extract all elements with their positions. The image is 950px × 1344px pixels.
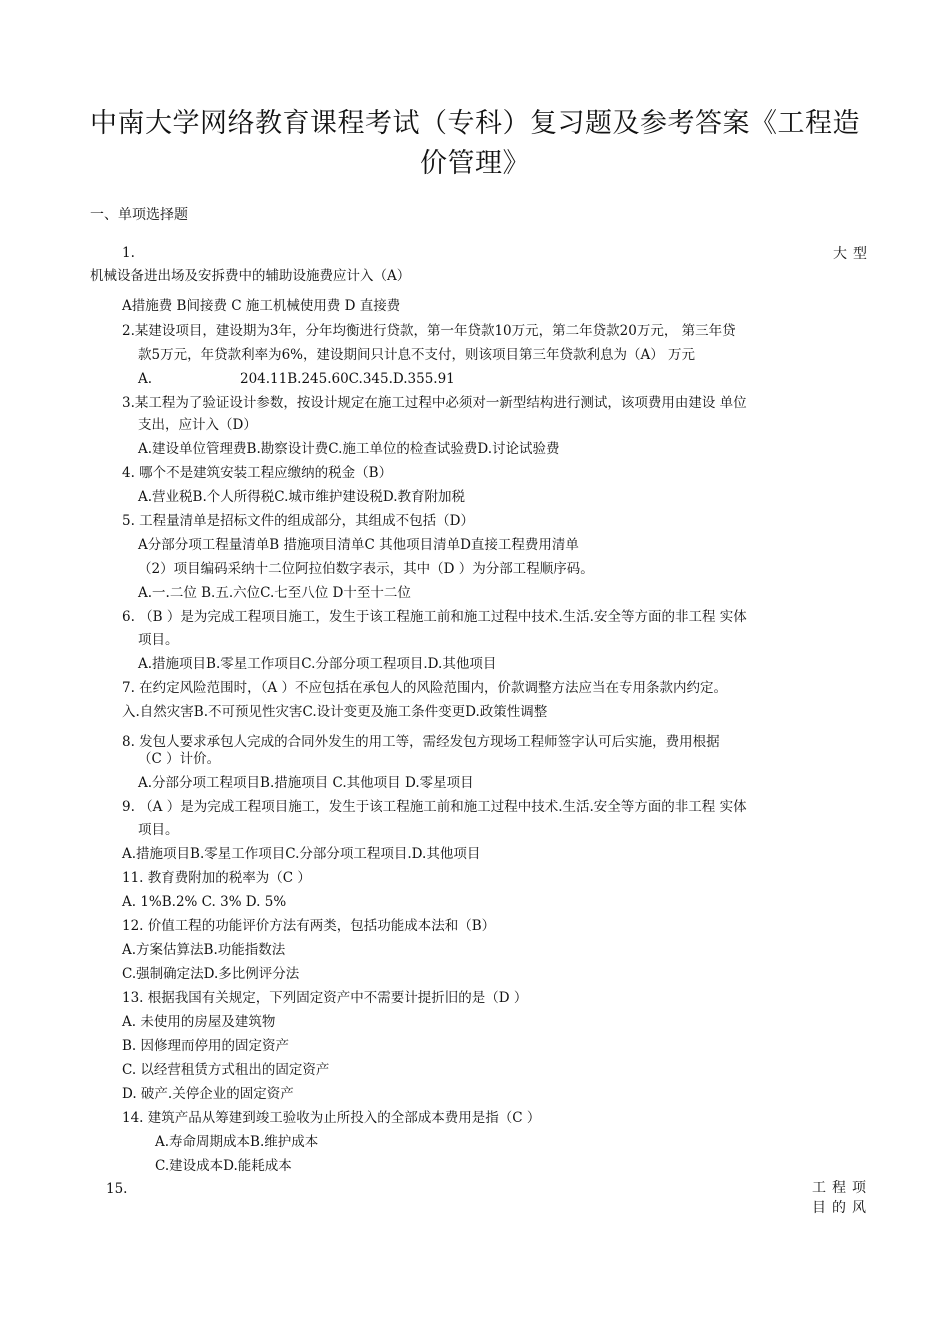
q3-text-line2: 支出，应计入（D）: [138, 417, 257, 433]
q15-text-right-line2: 目的风: [812, 1200, 872, 1216]
q13-option-b: B. 因修理而停用的固定资产: [122, 1038, 290, 1054]
q15-text-right-line1: 工程项: [812, 1180, 872, 1196]
q9-options: A.措施项目B.零星工作项目C.分部分项工程项目.D.其他项目: [122, 846, 481, 862]
q4-text: 4. 哪个不是建筑安装工程应缴纳的税金（B）: [122, 465, 393, 481]
q6-text-line1: 6. （B ）是为完成工程项目施工，发生于该工程施工前和施工过程中技术.生活.安全等方面的非工程 实体: [122, 609, 747, 625]
q9-text-line2: 项目。: [138, 822, 179, 838]
document-title: 中南大学网络教育课程考试（专科）复习题及参考答案《工程造价管理》: [90, 108, 860, 179]
q3-text-line1: 3.某工程为了验证设计参数，按设计规定在施工过程中必须对一新型结构进行测试，该项费用由建设 单位: [122, 395, 747, 411]
q6-options: A.措施项目B.零星工作项目C.分部分项工程项目.D.其他项目: [138, 656, 497, 672]
q2-text-line1: 2.某建设项目，建设期为3年，分年均衡进行贷款，第一年贷款10万元，第二年贷款20万元， 第三年贷: [122, 323, 736, 339]
q2-text-line2: 款5万元，年贷款利率为6%，建设期间只计息不支付，则该项目第三年贷款利息为（A） 万元: [138, 347, 696, 363]
q13-option-a: A. 未使用的房屋及建筑物: [122, 1014, 276, 1030]
q8-text-line1: 8. 发包人要求承包人完成的合同外发生的用工等，需经发包方现场工程师签字认可后实施，费用根据: [122, 734, 720, 750]
q13-text: 13. 根据我国有关规定，下列固定资产中不需要计提折旧的是（D ）: [122, 990, 528, 1006]
q7-options: 入.自然灾害B.不可预见性灾害C.设计变更及施工条件变更D.政策性调整: [122, 704, 548, 720]
q12-options-line1: A.方案估算法B.功能指数法: [122, 942, 286, 958]
q14-text: 14. 建筑产品从筹建到竣工验收为止所投入的全部成本费用是指（C ）: [122, 1110, 541, 1126]
q2-options: 204.11B.245.60C.345.D.355.91: [240, 371, 455, 387]
q1-number: 1.: [122, 245, 135, 261]
q11-text: 11. 教育费附加的税率为（C ）: [122, 870, 311, 886]
q12-options-line2: C.强制确定法D.多比例评分法: [122, 966, 300, 982]
q13-option-d: D. 破产.关停企业的固定资产: [122, 1086, 294, 1102]
q3-options: A.建设单位管理费B.勘察设计费C.施工单位的检查试验费D.讨论试验费: [138, 441, 560, 457]
q5-sub-options: A.一.二位 B.五.六位C.七至八位 D十至十二位: [138, 585, 411, 601]
q8-options: A.分部分项工程项目B.措施项目 C.其他项目 D.零星项目: [138, 775, 474, 791]
q13-option-c: C. 以经营租赁方式租出的固定资产: [122, 1062, 330, 1078]
q14-options-line2: C.建设成本D.能耗成本: [155, 1158, 292, 1174]
q11-options: A. 1%B.2% C. 3% D. 5%: [122, 894, 287, 910]
q5-text: 5. 工程量清单是招标文件的组成部分，其组成不包括（D）: [122, 513, 474, 529]
q6-text-line2: 项目。: [138, 632, 179, 648]
q1-text: 机械设备进出场及安拆费中的辅助设施费应计入（A）: [90, 268, 411, 284]
q4-options: A.营业税B.个人所得税C.城市维护建设税D.教育附加税: [138, 489, 466, 505]
section-heading: 一、单项选择题: [90, 207, 188, 223]
q14-options-line1: A.寿命周期成本B.维护成本: [155, 1134, 319, 1150]
q15-number: 15.: [106, 1181, 128, 1197]
q8-text-line2: （C ）计价。: [138, 751, 221, 767]
q1-options: A措施费 B间接费 C 施工机械使用费 D 直接费: [122, 298, 401, 314]
q2-option-label: A.: [138, 371, 153, 387]
q5-options: A分部分项工程量清单B 措施项目清单C 其他项目清单D直接工程费用清单: [138, 537, 579, 553]
q9-text-line1: 9. （A ）是为完成工程项目施工，发生于该工程施工前和施工过程中技术.生活.安全等方面的非工程 实体: [122, 799, 747, 815]
q5-sub-question: （2）项目编码采纳十二位阿拉伯数字表示，其中（D ）为分部工程顺序码。: [138, 561, 594, 577]
q12-text: 12. 价值工程的功能评价方法有两类，包括功能成本法和（B）: [122, 918, 496, 934]
q7-text: 7. 在约定风险范围时，（A ）不应包括在承包人的风险范围内，价款调整方法应当在专用条款内约定。: [122, 680, 727, 696]
q1-text-right: 大型: [833, 246, 873, 262]
